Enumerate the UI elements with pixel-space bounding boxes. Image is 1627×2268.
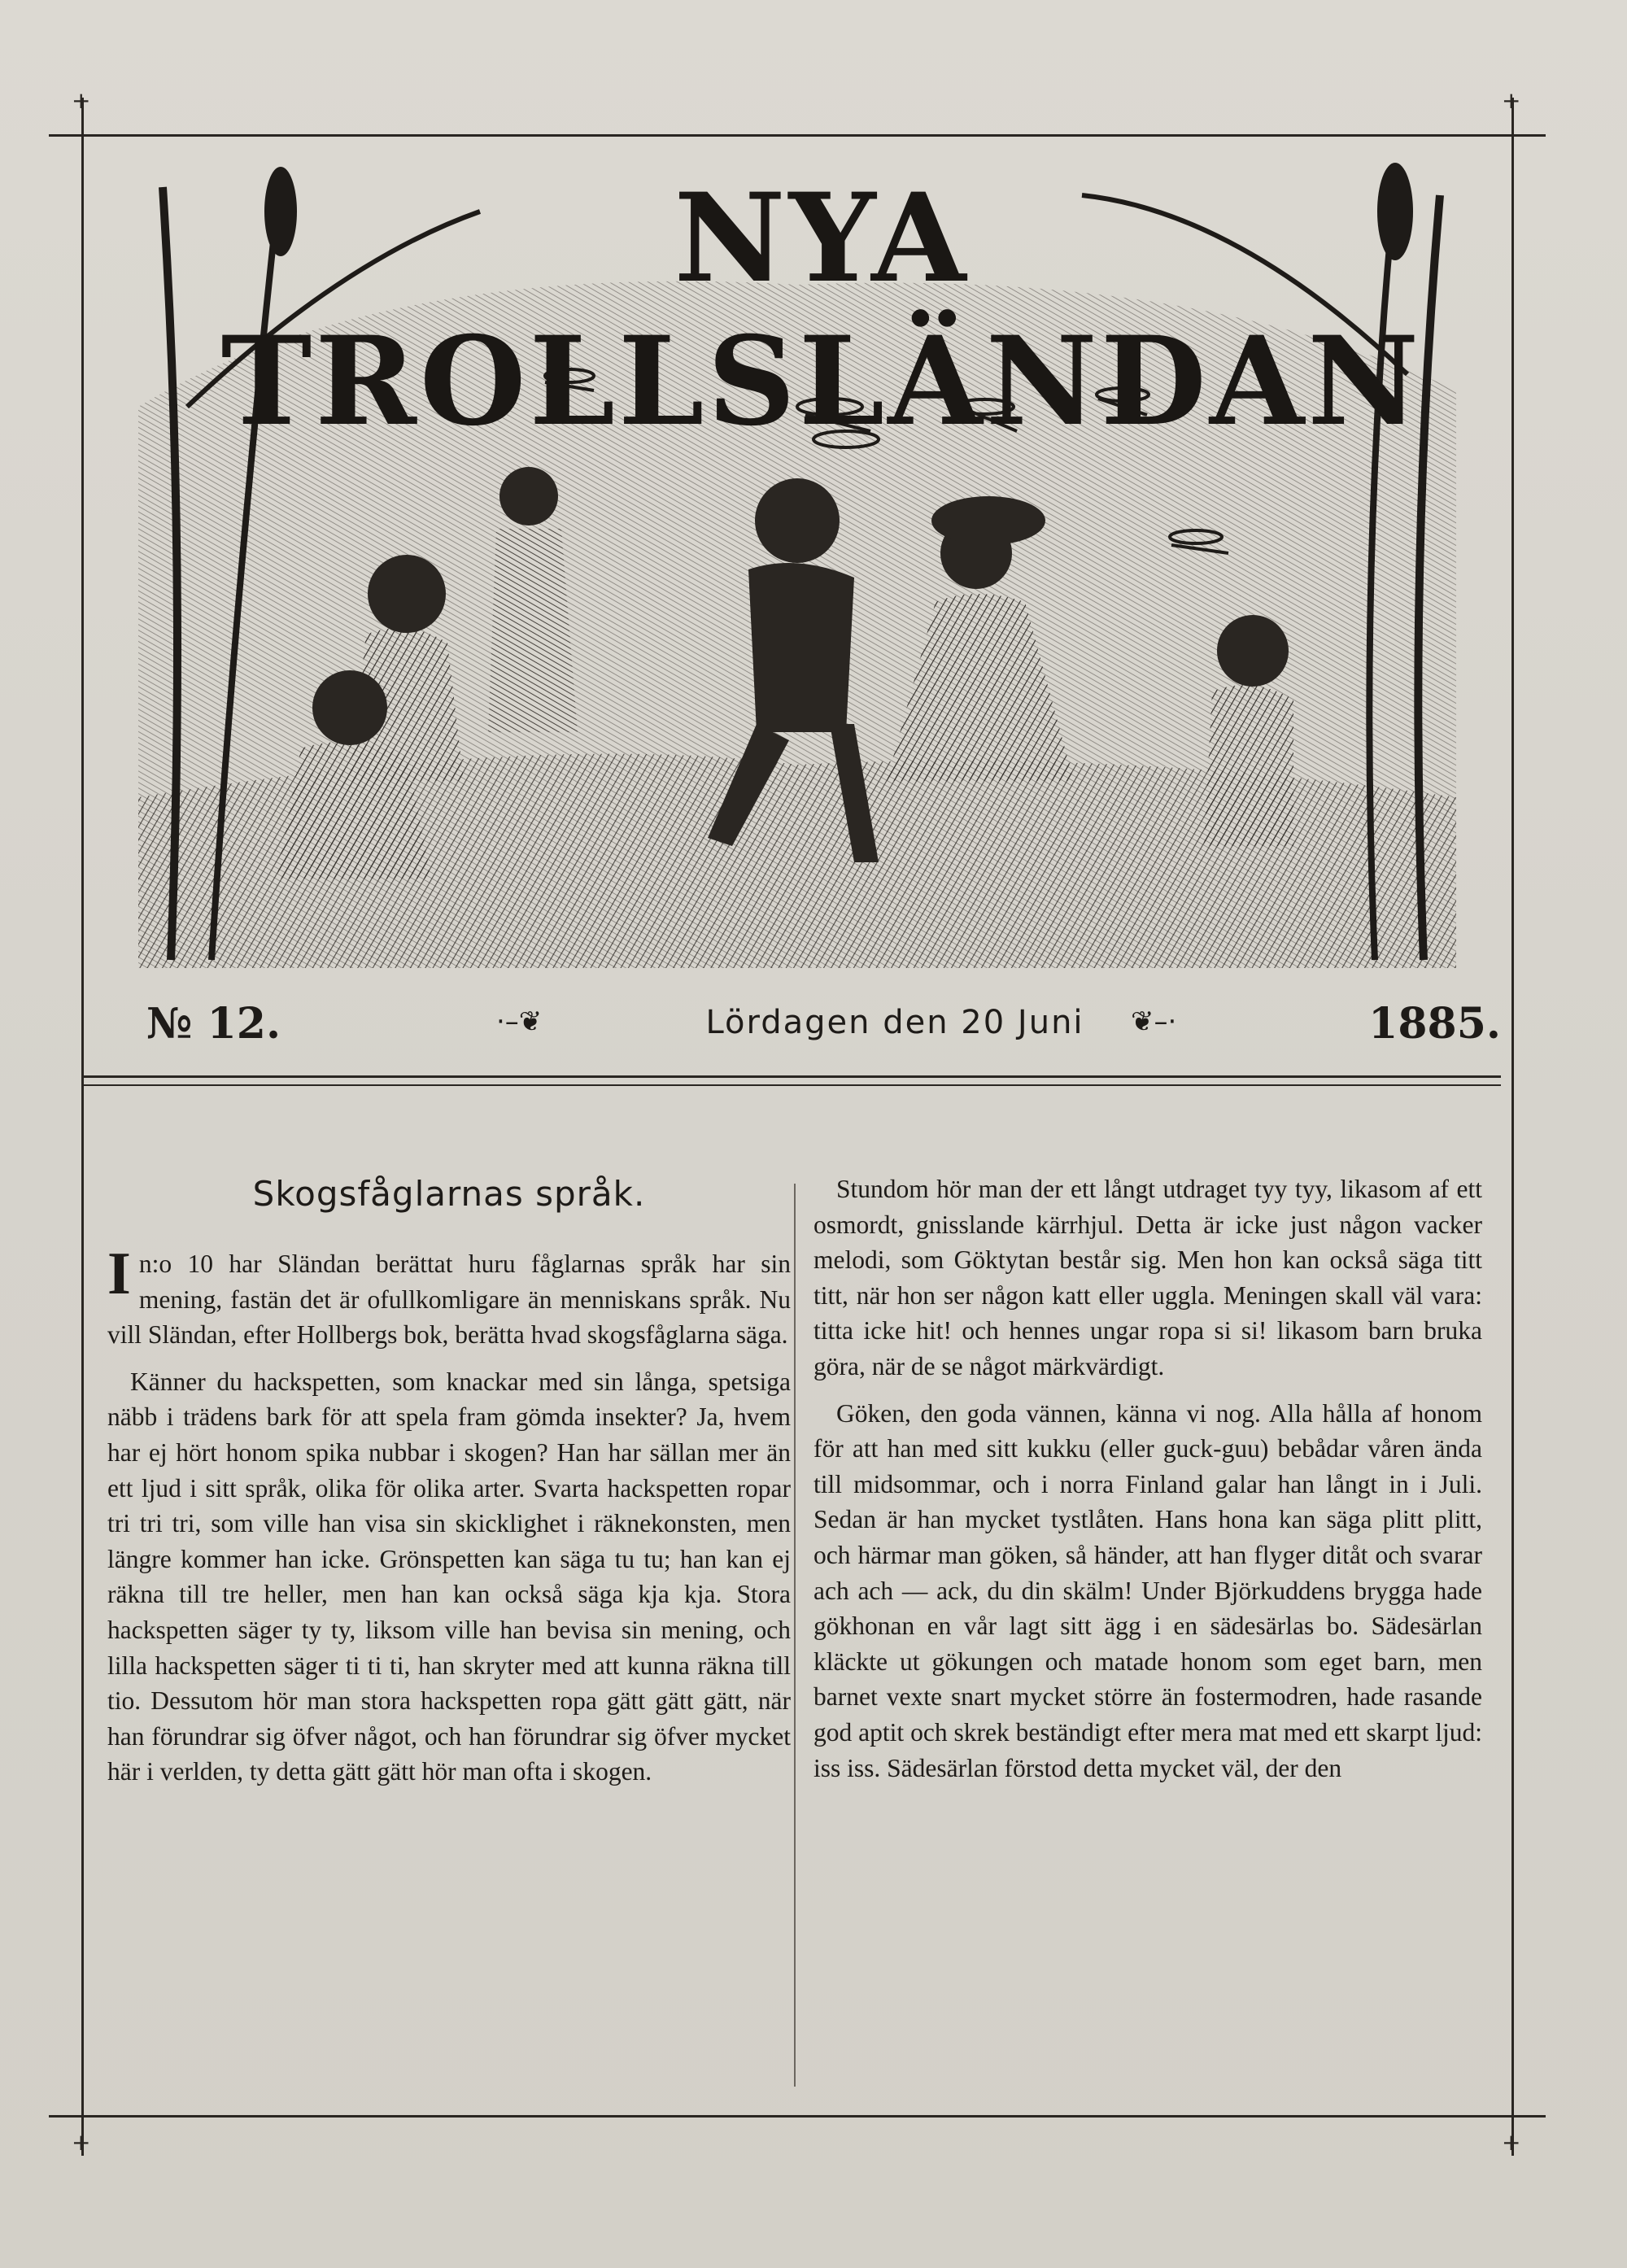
crop-mark-icon: + bbox=[1502, 2129, 1521, 2156]
frame-bottom-rule bbox=[49, 2115, 1546, 2118]
frame-left-rule bbox=[81, 98, 84, 2156]
right-column bbox=[814, 1171, 1482, 1797]
paragraph: Göken, den goda vännen, känna vi nog. Alla hålla af honom för att han med sitt kukku (eller guck-guu) bebådar våren ända till midsommar, och i norra Finland galar han långt in i Juli. Sedan är han mycket tystlåten. Hans hona kan säga plitt plitt, och härmar man göken, så händer, att han flyger ditåt och svarar ach ach — ack, du din skälm! Under Björkuddens brygga hade gökhonan en vår lagt sitt ägg i en sädesärlas bo. Sädesärlan kläckte ut gökungen och matade honom som eget barn, men barnet vexte snart mycket större än fostermodren, hade rasande god aptit och skrek beständigt efter mera mat med ett skarpt ljud: iss iss. Sädesärlan förstod detta mycket väl, der den bbox=[814, 1398, 1482, 1782]
ornament-icon: ❦–· bbox=[1131, 1005, 1177, 1038]
paragraph bbox=[107, 1241, 791, 1353]
paragraph: Stundom hör man der ett långt utdraget tyy tyy, likasom af ett osmordt, gnisslande kärrhjul. Detta är icke just någon vacker melodi, som Göktytan består sig. Men hon kan också säga titt titt, när hon ser någon katt eller uggla. Meningen skall väl vara: titta icke hit! och hennes ungar ropa si si! likasom barn bruka göra, när de se något märkvärdigt. bbox=[814, 1175, 1482, 1380]
issue-date: Lördagen den 20 Juni bbox=[705, 1004, 1084, 1041]
issue-line bbox=[81, 999, 1501, 1056]
column-divider bbox=[794, 1184, 796, 2087]
issue-rule bbox=[81, 1075, 1501, 1086]
issue-year: 1885. bbox=[1368, 999, 1501, 1049]
frame-top-rule bbox=[49, 134, 1546, 137]
ornament-icon: ·–❦ bbox=[496, 1005, 543, 1038]
crop-mark-icon: + bbox=[1502, 87, 1521, 114]
paragraph: Känner du hackspetten, som knackar med sin långa, spetsiga näbb i trädens bark för att spela fram gömda insekter? Ja, hvem har ej hört honom spika nubbar i skogen? Han har sällan mer än ett ljud i sitt språk, olika för olika arter. Svarta hackspetten ropar tri tri tri, som ville han visa sin skicklighet i räknekonsten, men längre kommer han icke. Grönspetten kan säga tu tu; han kan ej räkna till tre heller, men han kan också säga kja kja. Stora hackspetten säger ty ty, liksom ville han bevisa sin mening, och lilla hackspetten säger ti ti ti, han skryter med att kunna räkna till tio. Dessutom hör man stora hackspetten ropa gätt gätt gätt, när han förundrar sig öfver något, och han förundrar sig öfver mycket här i verlden, ty detta gätt gätt hör man ofta i skogen. bbox=[107, 1367, 791, 1786]
article-title: Skogsfåglarnas språk. bbox=[252, 1174, 646, 1214]
crop-mark-icon: + bbox=[72, 87, 91, 114]
masthead-title: NYA TROLLSLÄNDAN bbox=[220, 167, 1423, 453]
frame-right-rule bbox=[1511, 98, 1514, 2156]
left-column bbox=[107, 1171, 791, 1801]
issue-number: № 12. bbox=[146, 999, 281, 1049]
paragraph-text: n:o 10 har Sländan berättat huru fåglarnas språk har sin mening, fastän det är ofullkomligare än menniskans språk. Nu vill Sländan, efter Hollbergs bok, berätta hvad skogsfåglarna säga. bbox=[107, 1250, 791, 1350]
crop-mark-icon: + bbox=[72, 2129, 91, 2156]
drop-cap: I bbox=[107, 1241, 131, 1307]
